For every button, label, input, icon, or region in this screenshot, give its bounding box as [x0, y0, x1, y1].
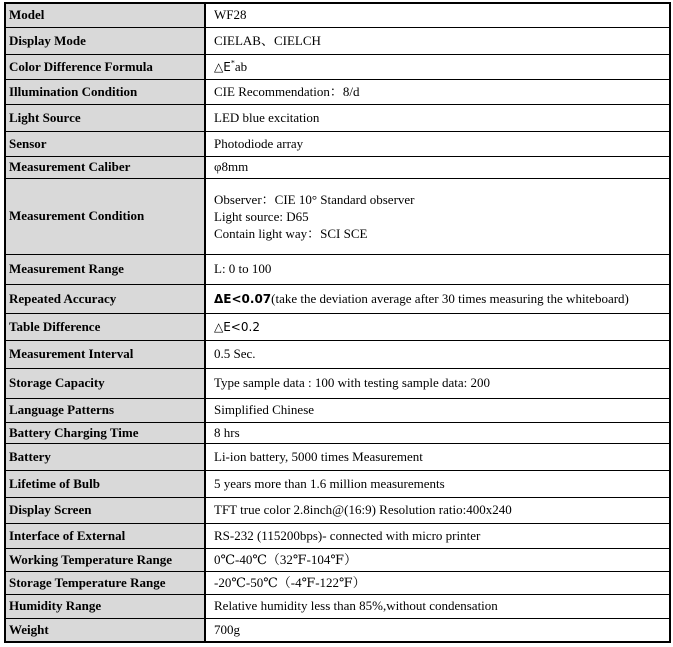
row-value: LED blue excitation	[205, 104, 670, 131]
row-label: Measurement Interval	[5, 340, 205, 368]
table-row	[5, 470, 670, 497]
row-label: Illumination Condition	[5, 79, 205, 104]
row-value: TFT true color 2.8inch@(16:9) Resolution ratio:400x240	[205, 497, 670, 523]
row-label: Working Temperature Range	[5, 548, 205, 571]
condition-line-light-way: Contain light way：SCI SCE	[214, 225, 368, 241]
table-row	[5, 3, 670, 27]
table-row	[5, 368, 670, 398]
table-row	[5, 523, 670, 548]
table-row	[5, 443, 670, 470]
row-label: Display Screen	[5, 497, 205, 523]
row-label: Language Patterns	[5, 398, 205, 422]
row-label: Repeated Accuracy	[5, 284, 205, 313]
row-label: Sensor	[5, 131, 205, 156]
row-label: Storage Temperature Range	[5, 571, 205, 594]
table-row	[5, 571, 670, 594]
row-label: Model	[5, 3, 205, 27]
table-row	[5, 104, 670, 131]
row-value: WF28	[205, 3, 670, 27]
accuracy-value: ΔE<0.07	[214, 291, 272, 306]
row-label: Table Difference	[5, 313, 205, 340]
table-row	[5, 618, 670, 642]
row-value: Photodiode array	[205, 131, 670, 156]
row-label: Storage Capacity	[5, 368, 205, 398]
row-value: 0.5 Sec.	[205, 340, 670, 368]
table-row	[5, 54, 670, 79]
row-label: Display Mode	[5, 27, 205, 54]
row-value: 700g	[205, 618, 670, 642]
row-value	[205, 284, 670, 313]
table-row	[5, 254, 670, 284]
row-value: CIE Recommendation：8/d	[205, 79, 670, 104]
row-label: Light Source	[5, 104, 205, 131]
row-value: φ8mm	[205, 156, 670, 178]
row-label: Weight	[5, 618, 205, 642]
table-difference-value: △E<0.2	[214, 319, 260, 334]
table-row	[5, 313, 670, 340]
row-label: Measurement Caliber	[5, 156, 205, 178]
row-label: Measurement Condition	[5, 178, 205, 254]
row-value-multiline	[205, 178, 670, 254]
row-label: Humidity Range	[5, 594, 205, 618]
condition-line-observer: Observer：CIE 10° Standard observer	[214, 191, 415, 207]
row-value: 8 hrs	[205, 422, 670, 443]
row-label: Battery	[5, 443, 205, 470]
table-row	[5, 27, 670, 54]
table-row	[5, 131, 670, 156]
row-value: Li-ion battery, 5000 times Measurement	[205, 443, 670, 470]
row-value: CIELAB、CIELCH	[205, 27, 670, 54]
table-row	[5, 340, 670, 368]
table-row	[5, 398, 670, 422]
table-row	[5, 284, 670, 313]
row-label: Interface of External	[5, 523, 205, 548]
table-row	[5, 79, 670, 104]
row-label: Color Difference Formula	[5, 54, 205, 79]
row-label: Measurement Range	[5, 254, 205, 284]
table-row	[5, 422, 670, 443]
row-value	[205, 313, 670, 340]
row-value: 0℃-40℃（32℉-104℉）	[205, 548, 670, 571]
row-value: RS-232 (115200bps)- connected with micro printer	[205, 523, 670, 548]
row-value: Relative humidity less than 85%,without condensation	[205, 594, 670, 618]
row-label: Battery Charging Time	[5, 422, 205, 443]
superscript-star: *	[230, 58, 235, 68]
row-label: Lifetime of Bulb	[5, 470, 205, 497]
table-row	[5, 548, 670, 571]
table-row	[5, 156, 670, 178]
row-value: Simplified Chinese	[205, 398, 670, 422]
row-value: -20℃-50℃（-4℉-122℉）	[205, 571, 670, 594]
formula-suffix: ab	[234, 58, 248, 74]
spec-table	[4, 2, 671, 643]
row-value: Type sample data : 100 with testing sample data: 200	[205, 368, 670, 398]
row-value	[205, 54, 670, 79]
accuracy-note: (take the deviation average after 30 times measuring the whiteboard)	[271, 290, 629, 306]
condition-line-light-source: Light source: D65	[214, 208, 309, 224]
table-row	[5, 178, 670, 254]
table-row	[5, 594, 670, 618]
row-value: L: 0 to 100	[205, 254, 670, 284]
row-value: 5 years more than 1.6 million measurements	[205, 470, 670, 497]
table-row	[5, 497, 670, 523]
delta-symbol: △E	[214, 59, 231, 74]
